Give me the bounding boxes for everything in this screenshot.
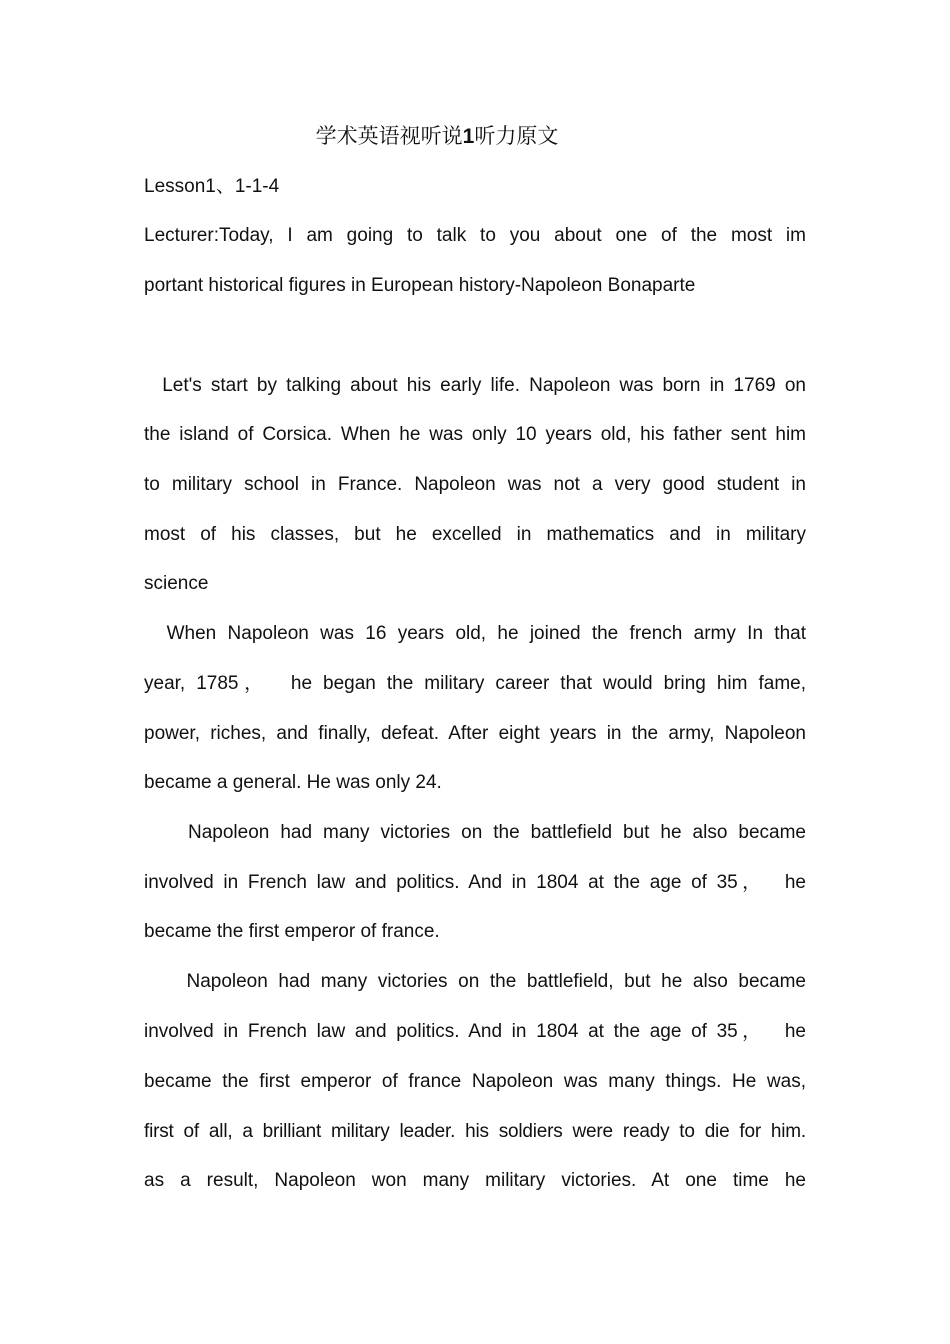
text-line: involved in French law and politics. And in 1804 at the age of 35， he	[144, 872, 806, 893]
title-number: 1	[462, 125, 475, 148]
title-suffix: 听力原文	[474, 124, 559, 148]
text-line: to military school in France. Napoleon was not a very good student in	[144, 474, 806, 495]
text-line: power, riches, and finally, defeat. After eight years in the army, Napoleon	[144, 723, 806, 744]
text-line: first of all, a brilliant military leader. his soldiers were ready to die for him.	[144, 1121, 806, 1142]
document-title	[0, 119, 874, 154]
text-line: became the first emperor of france.	[144, 921, 440, 942]
text-line: portant historical figures in European history-Napoleon Bonaparte	[144, 275, 696, 296]
text-line: Let's start by talking about his early life. Napoleon was born in 1769 on	[144, 375, 806, 396]
text-line: became a general. He was only 24.	[144, 772, 442, 793]
text-line: became the first emperor of france Napoleon was many things. He was,	[144, 1071, 806, 1092]
text-line: most of his classes, but he excelled in mathematics and in military	[144, 524, 806, 545]
text-line: Napoleon had many victories on the battlefield but he also became	[144, 822, 806, 843]
text-line: Napoleon had many victories on the battlefield, but he also became	[144, 971, 806, 992]
text-line: year, 1785， he began the military career that would bring him fame,	[144, 673, 806, 694]
title-prefix: 学术英语视听说	[315, 124, 463, 148]
text-line: When Napoleon was 16 years old, he joined the french army In that	[144, 623, 806, 644]
text-line: involved in French law and politics. And in 1804 at the age of 35， he	[144, 1021, 806, 1042]
text-line: Lecturer:Today, I am going to talk to you about one of the most im	[144, 225, 806, 246]
text-line: the island of Corsica. When he was only 10 years old, his father sent him	[144, 424, 806, 445]
text-line: as a result, Napoleon won many military victories. At one time he	[144, 1170, 806, 1191]
lesson-heading: Lesson1、1-1-4	[144, 176, 280, 197]
text-line: science	[144, 573, 209, 594]
